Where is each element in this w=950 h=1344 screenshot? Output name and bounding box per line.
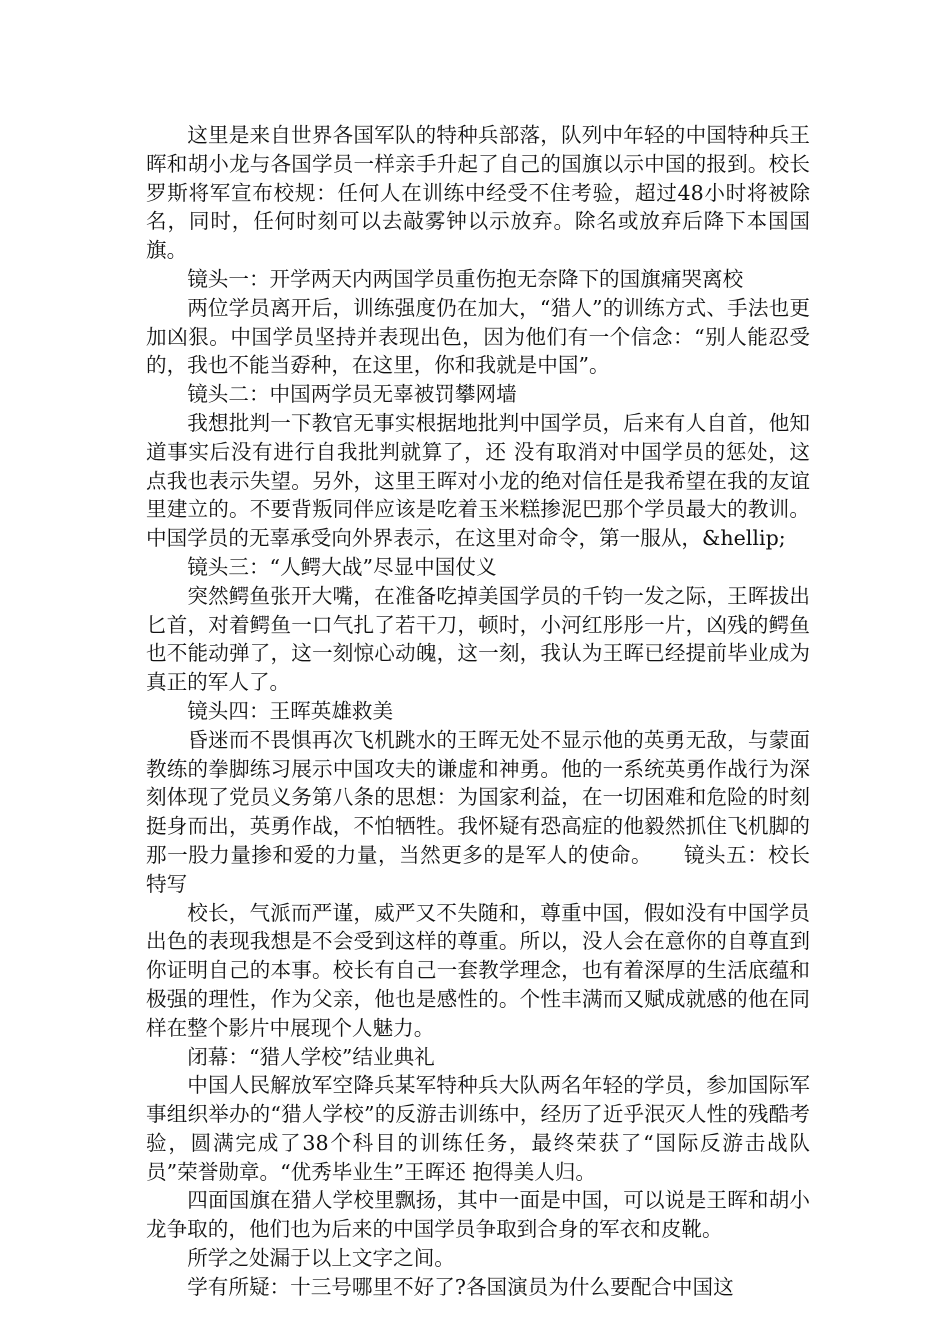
document-page	[146, 121, 810, 1302]
scene-heading-1: 镜头一：开学两天内两国学员重伤抱无奈降下的国旗痛哭离校	[187, 266, 744, 291]
scene-heading-3: 镜头三：“人鳄大战”尽显中国仗义	[187, 554, 497, 579]
paragraph-scene-3: 突然鳄鱼张开大嘴，在准备吃掉美国学员的千钧一发之际，王晖拔出匕首，对着鳄鱼一口气扎了若干刀，顿时，小河红彤彤一片，凶残的鳄鱼也不能动弹了，这一刻惊心动魄，这一刻，我认为王晖已经提前毕业成为真正的军人了。	[146, 583, 810, 695]
paragraph-scene-2: 我想批判一下教官无事实根据地批判中国学员，后来有人自首，他知道事实后没有进行自我批判就算了，还 没有取消对中国学员的惩处，这点我也表示失望。另外，这里王晖对小龙的绝对信任是我希望在我的友谊里建立的。不要背叛同伴应该是吃着玉米糕掺泥巴那个学员最大的教训。中国学员的无辜承受向外界表示，在这里对命令，第一服从，&hellip;	[146, 410, 810, 551]
closing-heading: 闭幕：“猎人学校”结业典礼	[187, 1044, 435, 1069]
paragraph-scene-4: 昏迷而不畏惧再次飞机跳水的王晖无处不显示他的英勇无敌，与蒙面教练的拳脚练习展示中国攻夫的谦虚和神勇。他的一系统英勇作战行为深刻体现了党员义务第八条的思想：为国家利益，在一切困难和危险的时刻挺身而出，英勇作战，不怕牺牲。我怀疑有恐高症的他毅然抓住飞机脚的那一股力量掺和爱的力量，当然更多的是军人的使命。 镜头五：校长特写	[146, 727, 810, 896]
paragraph-learned: 所学之处漏于以上文字之间。	[187, 1246, 455, 1271]
paragraph-questions: 学有所疑：十三号哪里不好了?各国演员为什么要配合中国这	[187, 1274, 734, 1299]
paragraph-closing: 中国人民解放军空降兵某军特种兵大队两名年轻的学员，参加国际军事组织举办的“猎人学校”的反游击训练中，经历了近乎泯灭人性的残酷考验，圆满完成了38个科目的训练任务，最终荣获了“国际反游击战队员”荣誉勋章。“优秀毕业生”王晖还 抱得美人归。	[146, 1073, 810, 1184]
paragraph-scene-1: 两位学员离开后，训练强度仍在加大，“猎人”的训练方式、手法也更加凶狠。中国学员坚持并表现出色，因为他们有一个信念：“别人能忍受的，我也不能当孬种，在这里，你和我就是中国”。	[146, 295, 810, 378]
scene-heading-4: 镜头四：王晖英雄救美	[187, 698, 394, 723]
scene-heading-2: 镜头二：中国两学员无辜被罚攀网墙	[187, 382, 517, 407]
paragraph-flags: 四面国旗在猎人学校里飘扬，其中一面是中国，可以说是王晖和胡小龙争取的，他们也为后来的中国学员争取到合身的军衣和皮靴。	[146, 1188, 810, 1242]
paragraph-scene-5: 校长，气派而严谨，威严又不失随和，尊重中国，假如没有中国学员出色的表现我想是不会受到这样的尊重。所以，没人会在意你的自尊直到你证明自己的本事。校长有自己一套教学理念，也有着深厚的生活底蕴和极强的理性，作为父亲，他也是感性的。个性丰满而又赋成就感的他在同样在整个影片中展现个人魅力。	[146, 900, 810, 1040]
paragraph-intro: 这里是来自世界各国军队的特种兵部落，队列中年轻的中国特种兵王晖和胡小龙与各国学员一样亲手升起了自己的国旗以示中国的报到。校长罗斯将军宣布校规：任何人在训练中经受不住考验，超过48小时将被除名，同时，任何时刻可以去敲雾钟以示放弃。除名或放弃后降下本国国旗。	[146, 123, 810, 263]
